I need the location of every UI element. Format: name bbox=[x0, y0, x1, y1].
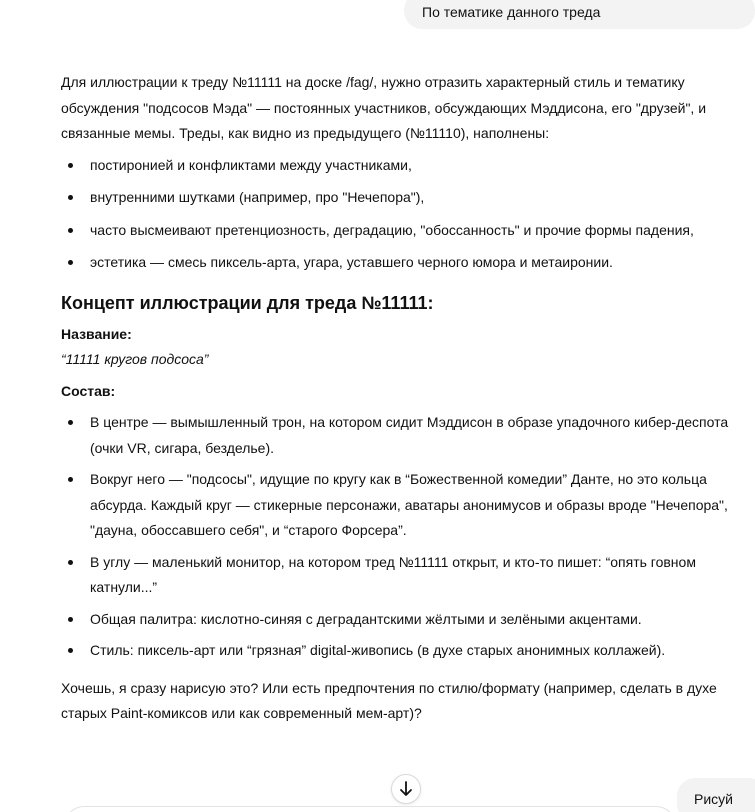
assistant-closing-paragraph: Хочешь, я сразу нарисую это? Или есть предпочтения по стилю/формату (например, сделать в духе старых Paint-комиксов или как современный мем-арт)? bbox=[61, 679, 717, 721]
composition-bullet-list bbox=[61, 410, 751, 664]
list-item: часто высмеивают претенциозность, деградацию, "обоссанность" и прочие формы падения, bbox=[61, 218, 751, 244]
list-item: Стиль: пиксель-арт или “грязная” digital-живопись (в духе старых анонимных коллажей). bbox=[61, 638, 751, 664]
list-item: Вокруг него — "подсосы", идущие по кругу как в “Божественной комедии” Данте, но это кольца абсурда. Каждый круг — стикерные персонажи, аватары анонимусов и образы вроде "Нечепора", "дауна, обоссавшего себя", и “старого Форсера”. bbox=[61, 467, 751, 544]
arrow-down-icon bbox=[399, 781, 413, 797]
list-item: В центре — вымышленный трон, на котором сидит Мэддисон в образе упадочного кибер-деспота (очки VR, сигара, безделье). bbox=[61, 410, 751, 461]
list-item: Общая палитра: кислотно-синяя с деградантскими жёлтыми и зелёными акцентами. bbox=[61, 607, 751, 633]
assistant-intro-paragraph: Для иллюстрации к треду №11111 на доске /fag/, нужно отразить характерный стиль и тематику обсуждения "подсосов Мэда" — постоянных участников, обсуждающих Мэддисона, его "друзей", и связанные мемы. Треды, как видно из предыдущего (№11110), наполнены: bbox=[61, 74, 707, 141]
title-value: “11111 кругов подсоса” bbox=[61, 351, 209, 367]
composition-label: Состав: bbox=[61, 382, 116, 399]
user-message-text: По тематике данного треда bbox=[422, 4, 601, 20]
user-message-text: Рисуй bbox=[694, 791, 733, 807]
list-item: внутренними шутками (например, про "Нечепора"), bbox=[61, 185, 751, 211]
list-item: В углу — маленький монитор, на котором тред №11111 открыт, и кто-то пишет: “опять говном катнули...” bbox=[61, 550, 751, 601]
user-message-bubble bbox=[404, 0, 755, 29]
title-label: Название: bbox=[61, 325, 132, 342]
user-message-bubble bbox=[677, 778, 755, 812]
message-composer[interactable] bbox=[64, 806, 676, 812]
list-item: эстетика — смесь пиксель-арта, угара, уставшего черного юмора и метаиронии. bbox=[61, 250, 751, 276]
concept-heading: Концепт иллюстрации для треда №11111: bbox=[61, 292, 434, 313]
assistant-message bbox=[61, 70, 751, 727]
scroll-to-bottom-button[interactable] bbox=[391, 774, 421, 804]
list-item: постиронией и конфликтами между участниками, bbox=[61, 153, 751, 179]
intro-bullet-list bbox=[61, 153, 751, 276]
